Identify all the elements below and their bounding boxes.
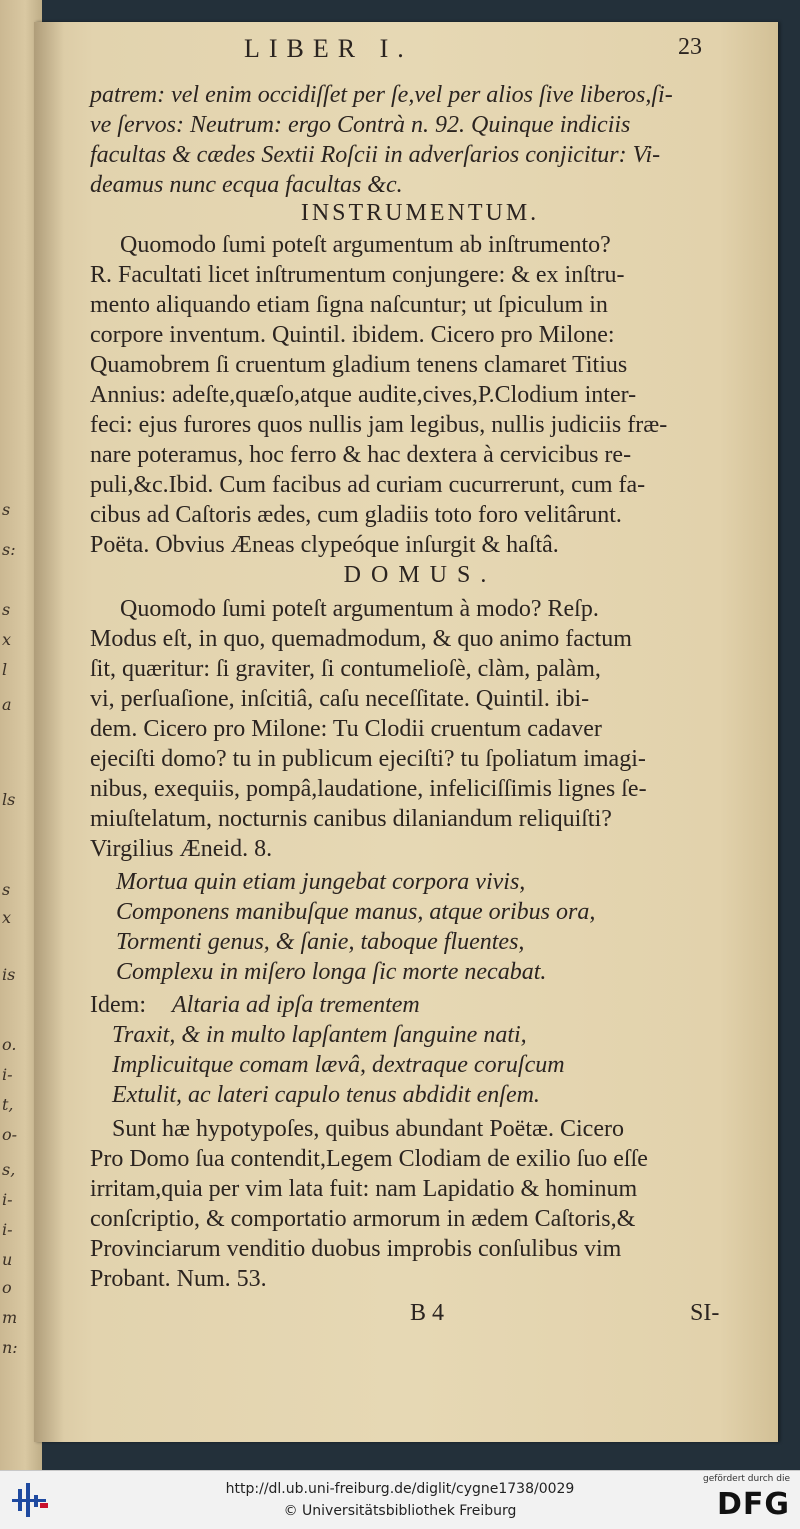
margin-mark: s: [2, 880, 11, 899]
text-line: corpore inventum. Quintil. ibidem. Cicero pro Milone:: [90, 322, 615, 348]
verse-line: Componens manibuſque manus, atque oribus ora,: [116, 899, 596, 925]
text-line: Modus eſt, in quo, quemadmodum, & quo animo factum: [90, 626, 632, 652]
verse-line: Altaria ad ipſa trementem: [172, 992, 420, 1018]
verse-line: Mortua quin etiam jungebat corpora vivis,: [116, 869, 526, 895]
text-line: ve ſervos: Neutrum: ergo Contrà n. 92. Quinque indiciis: [90, 112, 631, 138]
margin-mark: n:: [2, 1338, 18, 1357]
funding-note: gefördert durch die: [703, 1474, 790, 1484]
running-title: LIBER I.: [244, 34, 413, 63]
text-line: cibus ad Caſtoris ædes, cum gladiis toto foro velitârunt.: [90, 502, 622, 528]
verse-line: Traxit, & in multo lapſantem ſanguine nati,: [112, 1022, 527, 1048]
text-line: facultas & cædes Sextii Roſcii in adverſarios conjicitur: Vi-: [90, 142, 661, 168]
margin-mark: s: [2, 500, 11, 519]
text-line: patrem: vel enim occidiſſet per ſe,vel per alios ſive liberos,ſi-: [90, 82, 673, 108]
margin-mark: i-: [2, 1220, 13, 1239]
margin-mark: u: [2, 1250, 13, 1269]
margin-mark: i-: [2, 1190, 13, 1209]
text-line: feci: ejus furores quos nullis jam legibus, nullis judiciis fræ-: [90, 412, 668, 438]
margin-mark: o.: [2, 1035, 17, 1054]
text-line: nibus, exequiis, pompâ,laudatione, infeliciſſimis lignes ſe-: [90, 776, 647, 802]
margin-mark: s,: [2, 1160, 16, 1179]
dfg-logo: DFG: [716, 1487, 790, 1522]
text-line: conſcriptio, & comportatio armorum in ædem Caſtoris,&: [90, 1206, 636, 1232]
gutter-shadow: [34, 22, 64, 1442]
text-line: Poëta. Obvius Æneas clypeóque inſurgit & haſtâ.: [90, 532, 559, 558]
margin-mark: o: [2, 1278, 12, 1297]
text-line: ejeciſti domo? tu in publicum ejeciſti? tu ſpoliatum imagi-: [90, 746, 646, 772]
verse-line: Extulit, ac lateri capulo tenus abdidit enſem.: [112, 1082, 540, 1108]
section-heading-instrumentum: INSTRUMENTUM.: [300, 200, 540, 226]
text-line: Virgilius Æneid. 8.: [90, 836, 273, 862]
page-number: 23: [678, 34, 702, 60]
text-line: vi, perſuaſione, inſcitiâ, caſu neceſſitate. Quintil. ibi-: [90, 686, 590, 712]
text-line: Sunt hæ hypotypoſes, quibus abundant Poëtæ. Cicero: [112, 1116, 624, 1142]
text-line: deamus nunc ecqua facultas &c.: [90, 172, 403, 198]
idem-label: Idem:: [90, 992, 146, 1018]
text-line: ſit, quæritur: ſi graviter, ſi contumelioſè, clàm, palàm,: [90, 656, 601, 682]
text-line: mento aliquando etiam ſigna naſcuntur; ut ſpiculum in: [90, 292, 608, 318]
verse-line: Implicuitque comam lævâ, dextraque coruſcum: [112, 1052, 565, 1078]
verse-line: Complexu in miſero longa ſic morte necabat.: [116, 959, 547, 985]
text-line: irritam,quia per vim lata fuit: nam Lapidatio & hominum: [90, 1176, 638, 1202]
copyright-notice: © Universitätsbibliothek Freiburg: [283, 1503, 517, 1519]
margin-mark: is: [2, 965, 16, 984]
text-line: Probant. Num. 53.: [90, 1266, 267, 1292]
text-line: Provinciarum venditio duobus improbis conſulibus vim: [90, 1236, 622, 1262]
text-line: Annius: adeſte,quæſo,atque audite,cives,P.Clodium inter-: [90, 382, 637, 408]
text-line: R. Facultati licet inſtrumentum conjungere: & ex inſtru-: [90, 262, 625, 288]
verse-line: Tormenti genus, & ſanie, taboque fluentes,: [116, 929, 525, 955]
text-line: miuſtelatum, nocturnis canibus dilaniandum reliquiſti?: [90, 806, 612, 832]
margin-mark: s:: [2, 540, 16, 559]
viewer-footer: [0, 1470, 800, 1529]
text-line: dem. Cicero pro Milone: Tu Clodii cruentum cadaver: [90, 716, 602, 742]
margin-mark: o-: [2, 1125, 18, 1144]
margin-mark: t,: [2, 1095, 14, 1114]
catchword: SI-: [690, 1300, 720, 1326]
text-line: Pro Domo ſua contendit,Legem Clodiam de exilio ſuo eſſe: [90, 1146, 648, 1172]
book-page: [34, 22, 778, 1442]
margin-mark: l: [2, 660, 8, 679]
margin-mark: ls: [2, 790, 16, 809]
permalink-url[interactable]: http://dl.ub.uni-freiburg.de/diglit/cygne1738/0029: [225, 1481, 575, 1497]
section-heading-domus: DOMUS.: [343, 562, 497, 588]
text-line: nare poteramus, hoc ferro & hac dextera à cervicibus re-: [90, 442, 632, 468]
text-line: Quamobrem ſi cruentum gladium tenens clamaret Titius: [90, 352, 628, 378]
margin-mark: x: [2, 908, 12, 927]
signature-mark: B 4: [410, 1300, 445, 1326]
margin-mark: i-: [2, 1065, 13, 1084]
margin-mark: a: [2, 695, 12, 714]
margin-mark: m: [2, 1308, 18, 1327]
text-line: puli,&c.Ibid. Cum facibus ad curiam cucurrerunt, cum fa-: [90, 472, 646, 498]
margin-mark: s: [2, 600, 11, 619]
margin-mark: x: [2, 630, 12, 649]
text-line: Quomodo ſumi poteſt argumentum à modo? Reſp.: [120, 596, 599, 622]
text-line: Quomodo ſumi poteſt argumentum ab inſtrumento?: [120, 232, 611, 258]
